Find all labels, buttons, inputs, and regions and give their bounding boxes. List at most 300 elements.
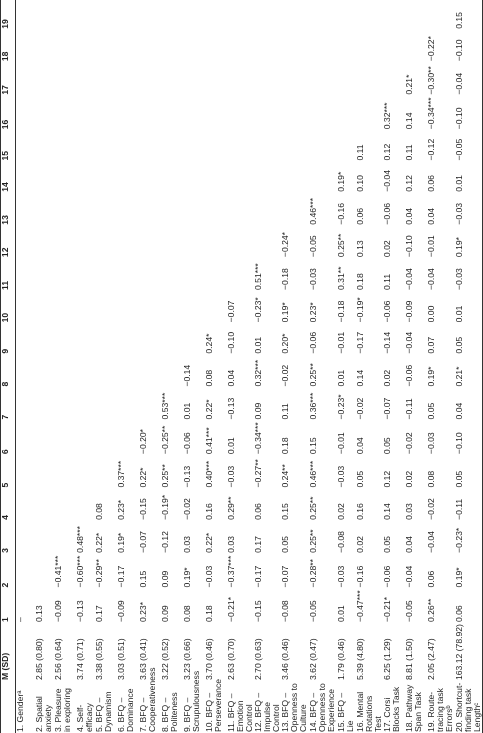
correlation-cell: 0.18	[354, 273, 365, 290]
correlation-cell: −0.03	[225, 465, 236, 488]
correlation-cell	[139, 0, 161, 30]
correlation-cell: 0.08	[181, 605, 192, 623]
correlation-cell: −0.13	[225, 397, 236, 420]
correlation-cell	[35, 0, 54, 30]
correlation-cell: 0.01	[455, 291, 483, 323]
correlation-cell: −0.13	[74, 600, 85, 623]
correlation-cell: 0.15	[307, 437, 318, 455]
correlation-cell: −0.16	[335, 202, 346, 225]
correlation-cell	[76, 258, 95, 291]
correlation-cell	[227, 226, 254, 258]
correlation-cell	[54, 420, 76, 455]
correlation-cell	[76, 355, 95, 388]
header-column-number: 6	[1, 420, 16, 455]
correlation-cell: 0.29**	[225, 496, 236, 520]
header-column-number: 4	[1, 489, 16, 521]
correlation-cell: −0.18	[335, 300, 346, 323]
correlation-cell: −0.15	[137, 498, 148, 520]
correlation-cell: 0.18	[203, 605, 214, 623]
table-row	[76, 0, 95, 733]
correlation-cell: 0.31**	[335, 266, 346, 290]
correlation-cell	[95, 420, 117, 455]
correlation-cell: 0.15	[137, 570, 148, 588]
correlation-cell	[54, 226, 76, 258]
row-mean-sd: 3.62 (0.47)	[307, 638, 318, 680]
correlation-cell	[205, 30, 227, 62]
correlation-cell	[309, 96, 337, 131]
table-row	[95, 0, 117, 733]
row-label: 8. BFQ – Politeness	[159, 692, 179, 732]
header-column-number: 8	[1, 355, 16, 388]
correlation-cell	[117, 193, 139, 226]
correlation-cell	[337, 0, 356, 30]
row-label: 18. Pathway Span Task	[403, 684, 423, 732]
correlation-cell: −0.25**	[159, 425, 170, 455]
correlation-cell	[337, 130, 356, 161]
row-label: 7. BFQ – Cooperativeness	[137, 667, 157, 732]
correlation-cell: −0.37***	[225, 555, 236, 588]
correlation-cell	[161, 30, 183, 62]
correlation-cell	[139, 193, 161, 226]
row-mean-sd: 3.70 (0.46)	[203, 638, 214, 680]
header-column-number: 5	[1, 455, 16, 488]
correlation-cell: 0.07	[425, 336, 436, 354]
correlation-cell: 0.03	[181, 536, 192, 553]
row-label: 12. BFQ – Impulse Control	[252, 692, 281, 732]
correlation-cell: −0.08	[335, 531, 346, 553]
correlation-cell	[95, 323, 117, 354]
correlation-cell	[383, 62, 405, 95]
correlation-cell: −0.04	[403, 565, 414, 588]
correlation-cell	[54, 96, 76, 131]
correlation-cell	[16, 0, 35, 30]
correlation-cell: −0.10	[403, 235, 414, 258]
correlation-cell	[309, 130, 337, 161]
correlation-cell: −0.09	[403, 300, 414, 323]
correlation-cell	[205, 291, 227, 323]
correlation-cell	[117, 96, 139, 131]
correlation-cell: 0.08	[203, 369, 214, 387]
correlation-cell	[205, 96, 227, 131]
correlation-cell	[35, 62, 54, 95]
correlation-cell: 0.19*	[455, 226, 483, 258]
row-label: 15. BFQ – Lie	[335, 692, 355, 732]
correlation-cell	[161, 62, 183, 95]
correlation-cell: 0.12	[403, 175, 414, 192]
correlation-cell: −0.41***	[52, 555, 63, 588]
correlation-cell	[16, 420, 35, 455]
correlation-cell: 0.51***	[252, 263, 263, 290]
header-column-number: 15	[1, 130, 16, 161]
correlation-cell	[76, 226, 95, 258]
correlation-cell	[356, 0, 383, 30]
correlation-cell: 0.05	[425, 402, 436, 420]
correlation-cell	[54, 0, 76, 30]
correlation-cell: −0.07	[279, 565, 290, 588]
correlation-cell: 0.19*	[425, 366, 436, 387]
row-mean-sd: 3.03 (0.51)	[115, 638, 126, 680]
correlation-cell	[139, 96, 161, 131]
correlation-cell	[16, 162, 35, 193]
correlation-cell: −0.14	[381, 331, 392, 354]
correlation-cell: 0.01	[181, 402, 192, 420]
correlation-cell: 0.09	[252, 402, 263, 420]
correlation-cell: 0.11	[403, 144, 414, 161]
correlation-cell: 0.04	[455, 388, 483, 421]
correlation-cell: 0.48***	[74, 526, 85, 553]
correlation-cell: −0.05	[403, 600, 414, 623]
correlation-cell: −0.34***	[252, 422, 263, 455]
header-row	[1, 0, 16, 733]
correlation-cell: −0.17	[115, 565, 126, 588]
correlation-cell	[95, 193, 117, 226]
correlation-cell	[427, 0, 455, 30]
correlation-cell: −0.06	[181, 432, 192, 455]
correlation-cell: −0.07	[137, 531, 148, 553]
correlation-cell: −0.22*	[425, 36, 436, 62]
correlation-cell: −0.29**	[93, 559, 104, 588]
row-label: 6. BFQ – Dominance	[115, 688, 135, 732]
correlation-cell: −0.60***	[74, 555, 85, 588]
correlation-cell: −0.17	[354, 331, 365, 354]
correlation-cell	[281, 193, 309, 226]
row-mean-sd: 3.63 (0.41)	[137, 638, 148, 680]
correlation-cell	[337, 62, 356, 95]
correlation-cell	[139, 30, 161, 62]
correlation-cell	[183, 30, 205, 62]
correlation-cell	[183, 258, 205, 291]
correlation-cell: 0.23*	[137, 601, 148, 623]
correlation-cell	[161, 323, 183, 354]
row-mean-sd: 8.81 (1.50)	[403, 638, 414, 680]
correlation-cell	[16, 521, 35, 554]
correlation-cell: 0.02	[354, 536, 365, 553]
correlation-cell	[139, 323, 161, 354]
header-column-number: 1	[1, 588, 16, 623]
correlation-cell: −0.03	[335, 465, 346, 488]
correlation-cell	[183, 62, 205, 95]
correlation-cell	[205, 62, 227, 95]
correlation-cell	[205, 258, 227, 291]
correlation-cell: 0.00	[425, 305, 436, 323]
correlation-cell	[16, 193, 35, 226]
correlation-cell	[161, 291, 183, 323]
correlation-cell: 0.15	[279, 503, 290, 520]
correlation-cell: 0.09	[159, 605, 170, 623]
correlation-cell: 0.05	[455, 323, 483, 354]
correlation-cell	[205, 0, 227, 30]
correlation-cell: −0.03	[335, 565, 346, 588]
header-column-number: 10	[1, 291, 16, 323]
correlation-cell: −0.11	[403, 398, 414, 420]
correlation-cell: −0.07	[225, 300, 236, 323]
correlation-cell	[337, 30, 356, 62]
row-label: 20. Shortcut-finding task Lengthᶜ	[453, 682, 482, 732]
correlation-cell: −0.16	[354, 565, 365, 588]
correlation-cell	[161, 162, 183, 193]
correlation-cell: −0.01	[425, 235, 436, 258]
correlation-cell	[54, 291, 76, 323]
correlation-cell: −0.27**	[252, 459, 263, 488]
correlation-cell: 0.14	[403, 112, 414, 130]
correlation-cell: 0.21*	[455, 355, 483, 388]
row-mean-sd: 3.23 (0.66)	[181, 638, 192, 680]
row-mean-sd: 1.79 (0.46)	[335, 638, 346, 680]
correlation-cell	[161, 130, 183, 161]
correlation-cell	[35, 258, 54, 291]
correlation-cell: 0.18	[279, 437, 290, 455]
correlation-cell: −0.02	[354, 397, 365, 420]
row-label: 10. BFQ – Perseverance	[203, 678, 223, 732]
correlation-cell: 0.46***	[307, 197, 318, 225]
correlation-cell	[254, 193, 281, 226]
correlation-cell	[183, 226, 205, 258]
correlation-cell: −0.05	[455, 130, 483, 161]
correlation-cell: 0.03	[225, 536, 236, 553]
correlation-cell	[35, 162, 54, 193]
correlation-cell: −0.17	[252, 565, 263, 588]
correlation-cell	[227, 162, 254, 193]
row-mean-sd	[16, 623, 35, 681]
table-row	[54, 0, 76, 733]
correlation-cell	[139, 226, 161, 258]
table-row	[405, 0, 427, 733]
correlation-cell: 0.11	[381, 273, 392, 290]
header-column-number: 3	[1, 521, 16, 554]
correlation-cell	[117, 323, 139, 354]
correlation-cell: −0.14	[181, 364, 192, 387]
correlation-cell	[35, 554, 54, 589]
table-row	[35, 0, 54, 733]
table-row	[281, 0, 309, 733]
correlation-cell: 0.02	[403, 470, 414, 488]
correlation-cell: 0.01	[252, 336, 263, 354]
correlation-cell: −0.06	[403, 364, 414, 387]
table-row	[227, 0, 254, 733]
table-row	[356, 0, 383, 733]
table-row	[337, 0, 356, 733]
correlation-cell	[35, 96, 54, 131]
correlation-cell: −0.03	[203, 565, 214, 588]
correlation-cell	[117, 162, 139, 193]
correlation-cell	[227, 0, 254, 30]
correlation-cell: −0.03	[425, 432, 436, 455]
correlation-cell	[16, 62, 35, 95]
correlation-cell	[227, 258, 254, 291]
table-row	[455, 0, 483, 733]
correlation-cell	[117, 388, 139, 421]
correlation-cell	[16, 489, 35, 521]
correlation-cell: 0.04	[403, 536, 414, 553]
correlation-cell	[139, 62, 161, 95]
row-label: 16. Mental Rotations Test	[354, 691, 383, 732]
correlation-cell: −0.11	[455, 489, 483, 521]
correlation-cell	[254, 62, 281, 95]
header-column-number: 17	[1, 62, 16, 95]
header-column-number: 12	[1, 226, 16, 258]
row-label: 1. Genderᵃ	[15, 690, 25, 732]
correlation-cell: 0.06	[425, 175, 436, 192]
correlation-cell: 0.32***	[252, 359, 263, 387]
correlation-cell	[254, 130, 281, 161]
correlation-cell: 0.06	[252, 503, 263, 520]
correlation-cell: 0.36***	[307, 392, 318, 420]
correlation-cell	[205, 193, 227, 226]
correlation-cell	[117, 258, 139, 291]
correlation-cell: 0.12	[381, 143, 392, 161]
correlation-cell: −0.34***	[425, 97, 436, 130]
correlation-cell	[117, 355, 139, 388]
correlation-cell	[227, 130, 254, 161]
correlation-cell	[76, 162, 95, 193]
correlation-cell: −0.10	[225, 331, 236, 354]
correlation-cell	[139, 355, 161, 388]
correlation-cell	[161, 355, 183, 388]
correlation-cell: −0.10	[455, 96, 483, 131]
correlation-cell: 0.04	[403, 207, 414, 225]
correlation-cell	[54, 521, 76, 554]
correlation-cell: −0.04	[425, 268, 436, 290]
correlation-cell	[16, 554, 35, 589]
correlation-cell	[309, 0, 337, 30]
correlation-cell: −0.24*	[279, 231, 290, 258]
correlation-cell: −0.04	[403, 331, 414, 354]
correlation-cell	[35, 323, 54, 354]
correlation-cell	[35, 521, 54, 554]
correlation-cell	[183, 0, 205, 30]
row-label: 14. BFQ – Openness to Experience	[307, 683, 336, 732]
row-label: 9. BFQ – Scrupulousness	[181, 670, 201, 732]
correlation-cell	[281, 96, 309, 131]
correlation-cell	[76, 96, 95, 131]
correlation-cell: 0.37***	[115, 460, 126, 488]
row-mean-sd: 3.74 (0.71)	[74, 638, 85, 680]
table-row	[427, 0, 455, 733]
correlation-cell	[76, 62, 95, 95]
correlation-cell: 0.03	[403, 503, 414, 520]
correlation-cell	[54, 355, 76, 388]
correlation-cell	[35, 388, 54, 421]
correlation-cell: 0.16	[203, 503, 214, 520]
correlation-cell: 0.08	[93, 503, 104, 520]
correlation-cell	[205, 130, 227, 161]
table-body	[16, 0, 483, 733]
correlation-cell: −0.04	[381, 170, 392, 192]
correlation-cell	[183, 323, 205, 354]
correlation-cell: 0.06	[455, 588, 483, 623]
correlation-cell: −0.23*	[455, 521, 483, 554]
correlation-cell	[227, 96, 254, 131]
table-row	[117, 0, 139, 733]
row-label: 11. BFQ – Emotion Control	[225, 693, 254, 732]
correlation-cell: 0.05	[354, 470, 365, 488]
correlation-cell	[76, 193, 95, 226]
correlation-cell: 0.19*	[335, 171, 346, 192]
correlation-cell: 0.05	[455, 455, 483, 488]
correlation-cell	[205, 226, 227, 258]
correlation-cell: 0.01	[335, 369, 346, 387]
correlation-cell: −0.08	[279, 600, 290, 623]
correlation-cell	[139, 130, 161, 161]
correlation-cell	[16, 291, 35, 323]
correlation-cell: 0.14	[354, 369, 365, 387]
correlation-cell: 0.12	[381, 470, 392, 488]
correlation-cell	[95, 355, 117, 388]
correlation-cell	[95, 455, 117, 488]
correlation-cell	[309, 162, 337, 193]
row-mean-sd: 3.46 (0.46)	[279, 638, 290, 680]
correlation-cell: −0.30**	[425, 66, 436, 95]
correlation-cell	[54, 193, 76, 226]
row-mean-sd: 2.70 (0.63)	[252, 638, 263, 680]
correlation-cell	[16, 323, 35, 354]
correlation-cell: 0.02	[381, 240, 392, 258]
correlation-cell	[117, 0, 139, 30]
correlation-cell: −0.19*	[159, 494, 170, 520]
correlation-cell: −0.05	[307, 600, 318, 623]
correlation-cell: 0.19*	[115, 532, 126, 553]
correlation-cell: −0.18	[279, 268, 290, 290]
correlation-cell	[16, 388, 35, 421]
header-column-number: 19	[1, 0, 16, 30]
correlation-cell	[35, 455, 54, 488]
correlation-cell	[117, 291, 139, 323]
correlation-cell	[117, 130, 139, 161]
correlation-cell: 0.23*	[115, 499, 126, 520]
correlation-cell	[161, 226, 183, 258]
correlation-cell	[139, 258, 161, 291]
correlation-cell: −0.23*	[335, 394, 346, 420]
correlation-cell: 0.41***	[203, 427, 214, 455]
correlation-cell: −0.02	[279, 364, 290, 387]
header-variable	[1, 681, 16, 733]
correlation-cell	[95, 62, 117, 95]
correlation-cell: 0.02	[381, 369, 392, 387]
correlation-cell: 0.10	[354, 175, 365, 192]
correlation-cell: 0.16	[354, 503, 365, 520]
correlation-cell	[161, 258, 183, 291]
correlation-cell: 0.11	[279, 403, 290, 420]
correlation-cell: −0.09	[52, 600, 63, 623]
correlation-cell	[254, 96, 281, 131]
correlation-cell	[76, 420, 95, 455]
correlation-cell	[76, 323, 95, 354]
correlation-cell	[383, 0, 405, 30]
header-column-number: 13	[1, 193, 16, 226]
correlation-cell	[95, 162, 117, 193]
correlation-cell: 0.13	[33, 605, 44, 623]
correlation-cell	[16, 258, 35, 291]
correlation-cell	[183, 162, 205, 193]
table-row	[16, 0, 35, 733]
table-row	[183, 0, 205, 733]
correlation-cell	[405, 30, 427, 62]
correlation-cell: −0.12	[425, 138, 436, 161]
correlation-cell	[76, 291, 95, 323]
row-mean-sd: 2.85 (0.80)	[33, 638, 44, 680]
correlation-cell	[254, 162, 281, 193]
correlation-cell	[254, 0, 281, 30]
correlation-cell: −0.01	[335, 432, 346, 455]
correlation-cell	[281, 130, 309, 161]
correlation-cell: 0.04	[425, 207, 436, 225]
correlation-cell	[76, 130, 95, 161]
correlation-cell	[254, 226, 281, 258]
correlation-cell: −0.07	[381, 397, 392, 420]
correlation-cell: 0.24**	[279, 464, 290, 488]
row-mean-sd: 2.56 (0.64)	[52, 638, 63, 680]
correlation-cell: −0.04	[425, 531, 436, 553]
